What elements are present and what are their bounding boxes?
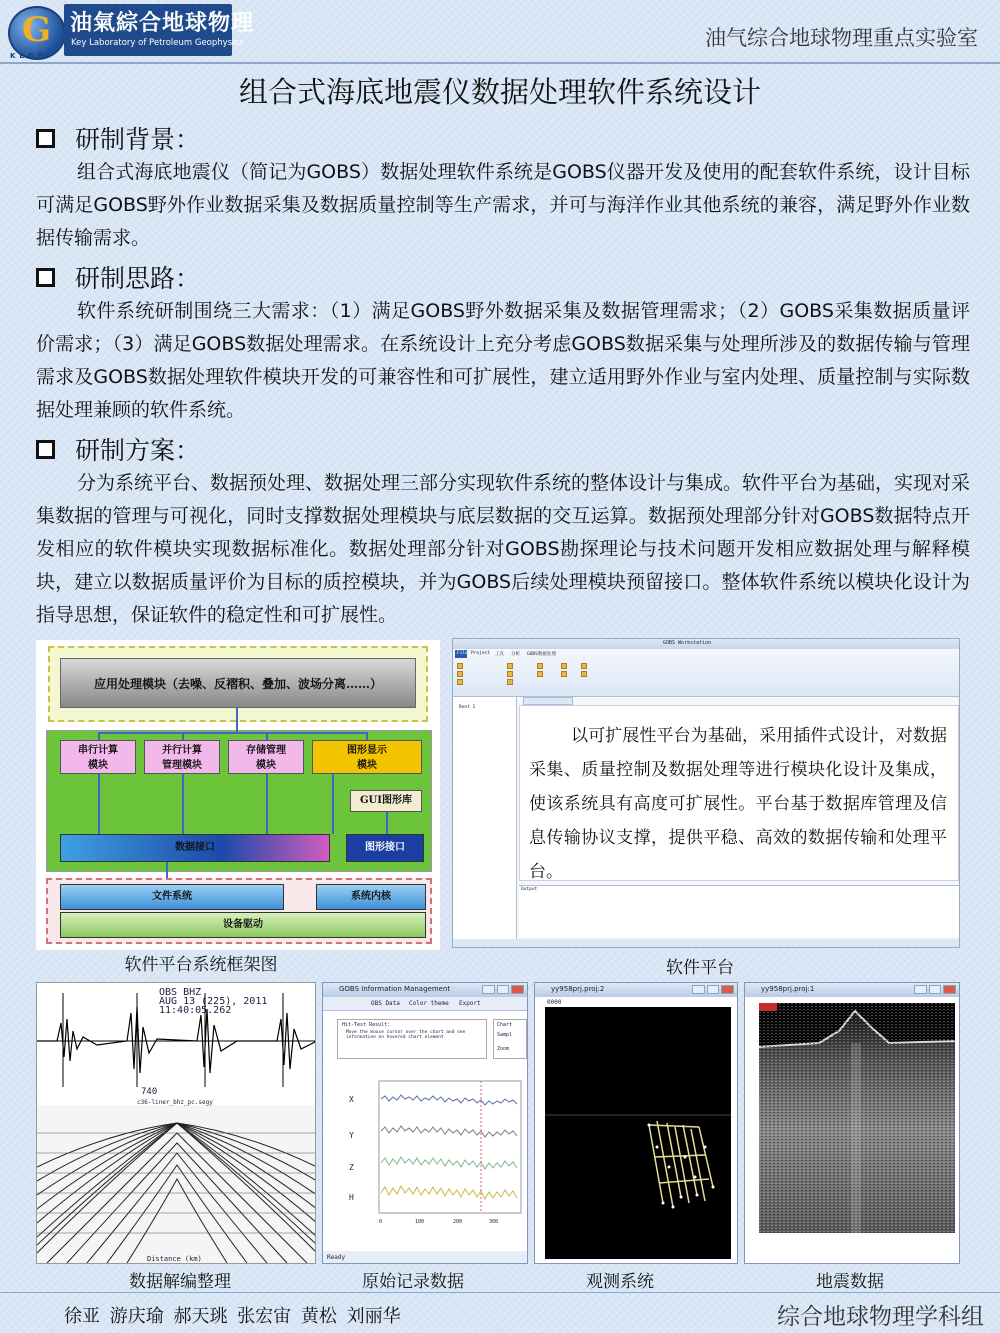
seis-window-titlebar (745, 983, 959, 997)
ribbon-icon[interactable] (507, 679, 513, 685)
waveform-plot (37, 983, 316, 1264)
tree-root-item[interactable]: Root 1 (459, 705, 476, 710)
section-text-approach: 软件系统研制围绕三大需求：（1）满足GOBS野外数据采集及数据管理需求；（2）GOBS采集数据质量评价需求；（3）满足GOBS数据处理需求。在系统设计上充分考虑GOBS数据采集与处理所涉及的数据传输与管理需求及GOBS数据处理软件模块开发的可兼容性和可扩展性，建立适用野外作业与室内处理、质量控制与实际数据处理兼顾的软件系统。 (36, 300, 970, 421)
window-controls[interactable] (482, 985, 524, 994)
chart-options-panel[interactable] (493, 1019, 527, 1059)
menu-project[interactable]: Project (471, 651, 490, 656)
ribbon-icon[interactable] (507, 663, 513, 669)
project-tree-panel[interactable] (453, 697, 517, 939)
hit-test-box (337, 1019, 487, 1059)
research-group: 综合地球物理学科组 (777, 1304, 984, 1330)
export-button[interactable]: Export (459, 1000, 481, 1007)
raw-window-title: GOBS Information Management (339, 985, 451, 993)
square-bullet-icon (36, 440, 55, 459)
logo-cn-text: 油氣綜合地球物理 (70, 10, 255, 36)
menu-analysis[interactable]: 分析 (511, 652, 520, 657)
caption-decode: 数据解编整理 (129, 1272, 231, 1292)
section-heading-plan (36, 431, 200, 467)
poster-title: 组合式海底地震仪数据处理软件系统设计 (238, 75, 761, 109)
ready-status: Ready (327, 1254, 346, 1261)
window-controls[interactable] (692, 985, 734, 994)
parallel-compute-module: 并行计算 管理模块 (144, 740, 220, 774)
file-system-box: 文件系统 (60, 884, 284, 910)
x-tick-200: 200 (453, 1219, 463, 1225)
chart-label: Chart (497, 1022, 513, 1028)
obs-data-button[interactable]: OBS Data (371, 1000, 400, 1007)
document-tab[interactable] (523, 697, 573, 705)
ribbon-icon[interactable] (561, 671, 567, 677)
footer-divider (0, 1292, 1000, 1293)
menu-gobs[interactable]: GOBS数据处理 (527, 652, 556, 657)
connector-line (98, 732, 366, 734)
seismic-profile (759, 1003, 955, 1233)
obs-window-title: yy958prj.proj:2 (551, 985, 605, 993)
caption-raw: 原始记录数据 (362, 1272, 464, 1292)
hit-test-title: Hit-Test Result: (342, 1022, 391, 1028)
obs-map-canvas[interactable] (545, 1007, 731, 1259)
seismic-window (744, 982, 960, 1264)
window-titlebar (453, 639, 959, 649)
section-text-background: 组合式海底地震仪（简记为GOBS）数据处理软件系统是GOBS仪器开发及使用的配套软件系统，设计目标可满足GOBS野外作业数据采集及数据质量控制等生产需求，并可与海洋作业其他系统的兼容，满足野外作业数据传输需求。 (36, 161, 970, 249)
connector-line (182, 774, 184, 834)
section-heading-text: 研制方案： (75, 436, 201, 465)
connector-line (386, 812, 388, 834)
trace-number: 740 (141, 1087, 158, 1097)
framework-diagram (36, 640, 440, 950)
authors: 徐亚 游庆瑜 郝天珧 张宏宙 黄松 刘丽华 (64, 1306, 401, 1327)
decode-figure (36, 982, 316, 1264)
window-controls[interactable] (914, 985, 956, 994)
file-menu-button[interactable] (455, 650, 467, 658)
kernel-box: 系统内核 (316, 884, 426, 910)
raw-toolbar (323, 997, 528, 1011)
raw-window-titlebar (323, 983, 527, 997)
ribbon-icon[interactable] (581, 663, 587, 669)
ribbon-icon[interactable] (537, 663, 543, 669)
ribbon-icon[interactable] (457, 663, 463, 669)
app-module-box: 应用处理模块（去噪、反褶积、叠加、波场分离……） (60, 658, 416, 708)
observation-window (534, 982, 738, 1264)
output-label: Output (521, 887, 538, 892)
output-panel (519, 885, 959, 937)
ribbon-icon[interactable] (457, 671, 463, 677)
device-driver-box: 设备驱动 (60, 912, 426, 938)
lab-name: 油气综合地球物理重点实验室 (705, 26, 978, 50)
section-heading-approach (36, 259, 200, 295)
channel-y-label: Y (349, 1131, 354, 1140)
file-menu-label: File (457, 651, 468, 656)
channel-x-label: X (349, 1095, 354, 1104)
connector-line (98, 774, 100, 834)
logo-abbr: KLGP (10, 52, 47, 60)
x-tick-0: 0 (379, 1219, 383, 1225)
caption-framework: 软件平台系统框架图 (124, 955, 278, 975)
channel-z-label: Z (349, 1163, 354, 1172)
survey-layout-plot (545, 1007, 731, 1259)
ribbon-icon[interactable] (581, 671, 587, 677)
platform-screenshot (452, 638, 960, 948)
caption-obs: 观测系统 (586, 1272, 654, 1292)
ribbon-icon[interactable] (507, 671, 513, 677)
raw-status-bar (323, 1251, 528, 1264)
ribbon-toolbar (453, 649, 959, 697)
caption-platform: 软件平台 (666, 958, 734, 978)
status-bar (453, 939, 959, 947)
square-bullet-icon (36, 129, 55, 148)
ribbon-icon[interactable] (561, 663, 567, 669)
obs-window-titlebar (535, 983, 737, 997)
logo-en-text: Key Laboratory of Petroleum Geophysics (71, 38, 244, 48)
distance-axis-label: Distance (km) (147, 1255, 202, 1263)
x-tick-300: 300 (489, 1219, 499, 1225)
zoom-label: Zoom (497, 1046, 510, 1052)
gui-library-box: GUI图形库 (350, 790, 422, 812)
sample-label: Sampl (497, 1032, 513, 1038)
decode-line1: OBS BHZ (159, 987, 202, 998)
decode-line3: 11:40:05.262 (159, 1005, 232, 1016)
seismic-image[interactable] (759, 1003, 955, 1233)
connector-line (332, 774, 334, 834)
caption-seis: 地震数据 (816, 1272, 884, 1292)
color-theme-button[interactable]: Color theme (409, 1000, 449, 1007)
menu-tools[interactable]: 工具 (495, 652, 504, 657)
logo-letter: G (22, 10, 52, 50)
graph-display-module: 图形显示 模块 (312, 740, 422, 774)
header (0, 0, 1000, 64)
graphics-interface-box: 图形接口 (346, 834, 424, 862)
square-bullet-icon (36, 268, 55, 287)
obs-corner-label: 0000 (547, 999, 562, 1006)
hit-test-text: Move the mouse cursor over the chart and see information on hovered chart element (346, 1030, 466, 1040)
ribbon-icon[interactable] (537, 671, 543, 677)
section-heading-background (36, 120, 200, 156)
channel-h-label: H (349, 1193, 354, 1202)
decode-line2: AUG 13 (225), 2011 (159, 996, 268, 1007)
x-tick-100: 100 (415, 1219, 425, 1225)
header-divider (0, 62, 1000, 64)
ribbon-icon[interactable] (457, 679, 463, 685)
section-text-plan: 分为系统平台、数据预处理、数据处理三部分实现软件系统的整体设计与集成。软件平台为基础，实现对采集数据的管理与可视化，同时支撑数据处理模块与底层数据的交互运算。数据预处理部分针对GOBS数据特点开发相应的软件模块实现数据标准化。数据处理部分针对GOBS勘探理论与技术问题开发相应数据处理与解释模块，建立以数据质量评价为目标的质控模块，并为GOBS后续处理模块预留接口。整体软件系统以模块化设计为指导思想，保证软件的稳定性和可扩展性。 (36, 472, 971, 626)
connector-line (236, 708, 238, 734)
connector-line (266, 774, 268, 834)
section-heading-text: 研制背景： (75, 125, 201, 154)
seis-window-title: yy958prj.proj:1 (761, 985, 815, 993)
serial-compute-module: 串行计算 模块 (60, 740, 136, 774)
window-title: GOBS Workstation (663, 640, 712, 646)
data-interface-box: 数据接口 (60, 834, 330, 862)
storage-module: 存储管理 模块 (228, 740, 304, 774)
segy-file-label: c36-liner_bhz_pc.segy (137, 1099, 213, 1106)
section-heading-text: 研制思路： (75, 264, 201, 293)
platform-description: 以可扩展性平台为基础，采用插件式设计，对数据采集、质量控制及数据处理等进行模块化设计及集成，使该系统具有高度可扩展性。平台基于数据库管理及信息传输协议支撑，提供平稳、高效的数据传输和处理平台。 (529, 726, 947, 882)
raw-data-window (322, 982, 528, 1264)
